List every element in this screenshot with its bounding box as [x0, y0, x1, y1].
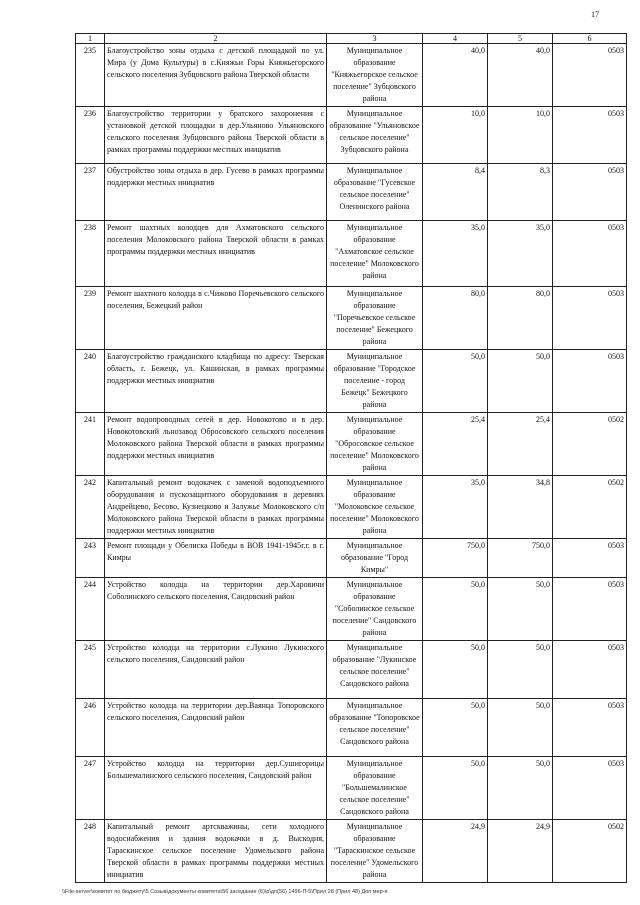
measure-name: Благоустройство территории у братского захоронения с установкой детской площадки в дер.Ульяново Ульяновского сельского поселения Зубцовского района Тверской области в рамках программы поддержки местных инициатив [105, 107, 327, 164]
amount-planned: 750,0 [423, 539, 488, 578]
measure-name: Ремонт площади у Обелиска Победы в ВОВ 1941-1945г.г. в г. Кимры [105, 539, 327, 578]
amount-planned: 35,0 [423, 476, 488, 539]
recipient-organization: Муниципальное образование "Большемалинское сельское поселение" Сандовского района [327, 757, 423, 820]
row-number: 237 [76, 164, 105, 221]
recipient-organization: Муниципальное образование "Городское поселение - город Бежецк" Бежецкого района [327, 350, 423, 413]
measure-name: Ремонт водопроводных сетей в дер. Новокотово и в дер. Новокотовский льнозавод Обросовского сельского поселения Молоковского района Тверской области в рамках программы поддержки местных инициатив [105, 413, 327, 476]
budget-code: 0502 [553, 820, 627, 883]
amount-planned: 35,0 [423, 221, 488, 287]
amount-planned: 50,0 [423, 641, 488, 699]
table-row [76, 476, 627, 539]
amount-actual: 35,0 [488, 221, 553, 287]
allocation-table [75, 33, 627, 883]
column-header: 5 [488, 34, 553, 44]
amount-actual: 50,0 [488, 578, 553, 641]
measure-name: Благоустройство гражданского кладбища по адресу: Тверская область, г. Бежецк, ул. Кашинская, в рамках программы поддержки местных инициатив [105, 350, 327, 413]
table-row [76, 221, 627, 287]
recipient-organization: Муниципальное образование "Поречьевское сельское поселение" Бежецкого района [327, 287, 423, 350]
recipient-organization: Муниципальное образование "Ахматовское сельское поселение" Молоковского района [327, 221, 423, 287]
measure-name: Капитальный ремонт водокачек с заменой водоподъемного оборудования и пускозащитного оборудования в деревнях Андрейцево, Бесово, Кузнецково и Залужье Молоковского с/п Молоковского района Тверской области в рамках программы поддержки местных инициатив [105, 476, 327, 539]
amount-planned: 40,0 [423, 44, 488, 107]
budget-code: 0503 [553, 699, 627, 757]
amount-actual: 50,0 [488, 699, 553, 757]
row-number: 244 [76, 578, 105, 641]
amount-planned: 50,0 [423, 757, 488, 820]
column-header: 2 [105, 34, 327, 44]
amount-actual: 50,0 [488, 757, 553, 820]
amount-actual: 50,0 [488, 350, 553, 413]
column-header: 4 [423, 34, 488, 44]
measure-name: Устройство колодца на территории с.Лукино Лукинского сельского поселения, Сандовский район [105, 641, 327, 699]
budget-code: 0503 [553, 641, 627, 699]
measure-name: Устройство колодца на территории дер.Харовичи Соболинского сельского поселения, Сандовский район [105, 578, 327, 641]
budget-code: 0503 [553, 221, 627, 287]
recipient-organization: Муниципальное образование "Соболинское сельское поселение" Сандовского района [327, 578, 423, 641]
amount-planned: 50,0 [423, 699, 488, 757]
budget-code: 0503 [553, 757, 627, 820]
table-row [76, 578, 627, 641]
recipient-organization: Муниципальное образование "Молоковское сельское поселение" Молоковского района [327, 476, 423, 539]
table-row [76, 413, 627, 476]
recipient-organization: Муниципальное образование "Топоровское сельское поселение" Сандовского района [327, 699, 423, 757]
table-body [76, 44, 627, 883]
amount-actual: 24,9 [488, 820, 553, 883]
recipient-organization: Муниципальное образование "Гусевское сельское поселение" Оленинского района [327, 164, 423, 221]
row-number: 245 [76, 641, 105, 699]
amount-planned: 8,4 [423, 164, 488, 221]
header-row [76, 34, 627, 44]
amount-actual: 750,0 [488, 539, 553, 578]
amount-planned: 24,9 [423, 820, 488, 883]
column-header: 3 [327, 34, 423, 44]
recipient-organization: Муниципальное образование "Тараскинское сельское поселение" Удомельского района [327, 820, 423, 883]
amount-planned: 10,0 [423, 107, 488, 164]
column-header: 6 [553, 34, 627, 44]
table-row [76, 699, 627, 757]
measure-name: Ремонт шахтных колодцев для Ахматовского сельского поселения Молоковского района Тверской области в рамках программы поддержки местных инициатив [105, 221, 327, 287]
measure-name: Устройство колодца на территории дер.Ваянца Топоровского сельского поселения, Сандовский район [105, 699, 327, 757]
measure-name: Благоустройство зоны отдыха с детской площадкой по ул. Мира (у Дома Культуры) в с.Княжьи Горы Княжьегорского сельского поселения Зубцовского района Тверской области [105, 44, 327, 107]
recipient-organization: Муниципальное образование "Ульяновское сельское поселение" Зубцовского района [327, 107, 423, 164]
amount-actual: 25,4 [488, 413, 553, 476]
recipient-organization: Муниципальное образование "Княжьегорское сельское поселение" Зубцовского района [327, 44, 423, 107]
budget-code: 0503 [553, 44, 627, 107]
amount-actual: 80,0 [488, 287, 553, 350]
amount-actual: 40,0 [488, 44, 553, 107]
file-path-footer: \\File-server\комитет по бюджету\5 Созыв\документы комитета\56 заседание (6)\р\дп(56) 1496-П-5\Прил 28 (Прил 48) Доп мер-я [62, 889, 388, 895]
recipient-organization: Муниципальное образование "Обросовское сельское поселение" Молоковского района [327, 413, 423, 476]
amount-planned: 25,4 [423, 413, 488, 476]
budget-code: 0503 [553, 107, 627, 164]
amount-planned: 80,0 [423, 287, 488, 350]
budget-code: 0502 [553, 476, 627, 539]
budget-code: 0503 [553, 164, 627, 221]
budget-code: 0503 [553, 287, 627, 350]
table-row [76, 820, 627, 883]
amount-planned: 50,0 [423, 578, 488, 641]
measure-name: Устройство колодца на территории дер.Сушигорицы Большемалинского сельского поселения, Сандовский район [105, 757, 327, 820]
row-number: 239 [76, 287, 105, 350]
row-number: 246 [76, 699, 105, 757]
budget-code: 0503 [553, 578, 627, 641]
row-number: 248 [76, 820, 105, 883]
amount-actual: 50,0 [488, 641, 553, 699]
table-row [76, 757, 627, 820]
table-row [76, 641, 627, 699]
table-row [76, 287, 627, 350]
row-number: 236 [76, 107, 105, 164]
row-number: 242 [76, 476, 105, 539]
amount-actual: 34,8 [488, 476, 553, 539]
page-number: 17 [591, 10, 599, 19]
row-number: 235 [76, 44, 105, 107]
recipient-organization: Муниципальное образование "Лукинское сельское поселение" Сандовского района [327, 641, 423, 699]
recipient-organization: Муниципальное образование "Город Кимры" [327, 539, 423, 578]
row-number: 241 [76, 413, 105, 476]
row-number: 247 [76, 757, 105, 820]
budget-code: 0503 [553, 539, 627, 578]
table-row [76, 539, 627, 578]
amount-planned: 50,0 [423, 350, 488, 413]
measure-name: Ремонт шахтного колодца в с.Чижово Поречьевского сельского поселения, Бежецкий район [105, 287, 327, 350]
table-row [76, 164, 627, 221]
amount-actual: 8,3 [488, 164, 553, 221]
measure-name: Обустройство зоны отдыха в дер. Гусево в рамках программы поддержки местных инициатив [105, 164, 327, 221]
table-row [76, 350, 627, 413]
table-row [76, 107, 627, 164]
measure-name: Капитальный ремонт артскважины, сети холодного водоснабжения и здания водокачки в д. Выскодня, Тараскинское сельское поселение Удомельского района Тверской области в рамках программы поддержки местных инициатив [105, 820, 327, 883]
amount-actual: 10,0 [488, 107, 553, 164]
budget-code: 0502 [553, 413, 627, 476]
row-number: 243 [76, 539, 105, 578]
table-row [76, 44, 627, 107]
row-number: 238 [76, 221, 105, 287]
budget-code: 0503 [553, 350, 627, 413]
column-header: 1 [76, 34, 105, 44]
row-number: 240 [76, 350, 105, 413]
